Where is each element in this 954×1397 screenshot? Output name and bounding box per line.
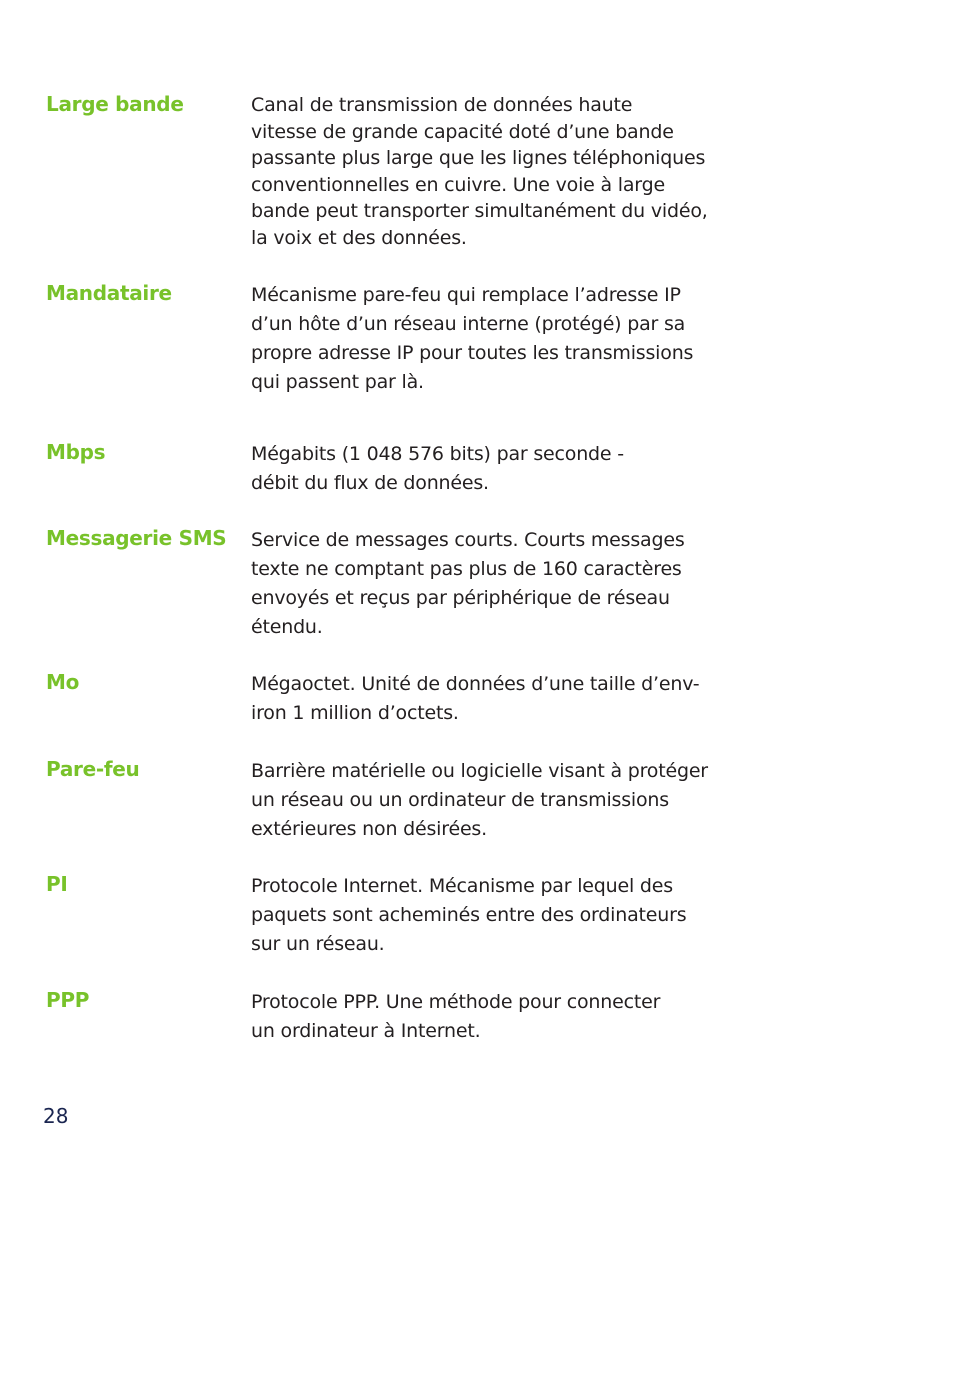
definition-line: vitesse de grande capacité doté d’une bande xyxy=(251,120,674,143)
definition-line: d’un hôte d’un réseau interne (protégé) par sa xyxy=(251,313,686,335)
definition-line: conventionnelles en cuivre. Une voie à large xyxy=(251,173,665,196)
glossary-term: PPP xyxy=(46,988,90,1012)
definition-line: un ordinateur à Internet. xyxy=(251,1020,481,1042)
glossary-term: Pare-feu xyxy=(46,757,140,781)
definition-line: texte ne comptant pas plus de 160 caractères xyxy=(251,558,682,580)
glossary-term: Mbps xyxy=(46,440,106,464)
definition-line: Canal de transmission de données haute xyxy=(251,94,633,116)
glossary-definition xyxy=(251,281,721,397)
page-number: 28 xyxy=(43,1104,69,1128)
definition-line: Protocole Internet. Mécanisme par lequel des xyxy=(251,875,673,897)
definition-line: bande peut transporter simultanément du vidéo, xyxy=(251,200,708,223)
definition-line: Protocole PPP. Une méthode pour connecter xyxy=(251,991,661,1013)
definition-line: Barrière matérielle ou logicielle visant à protéger xyxy=(251,760,708,782)
glossary-definition xyxy=(251,92,721,252)
glossary-term: Messagerie SMS xyxy=(46,526,227,550)
definition-line: Mégabits (1 048 576 bits) par seconde - xyxy=(251,443,624,465)
glossary-definition xyxy=(251,526,721,642)
definition-line: passante plus large que les lignes téléphoniques xyxy=(251,147,706,170)
glossary-definition xyxy=(251,440,721,498)
definition-line: un réseau ou un ordinateur de transmissions xyxy=(251,789,669,811)
definition-line: Mégaoctet. Unité de données d’une taille d’env- xyxy=(251,673,700,695)
definition-line: étendu. xyxy=(251,616,323,638)
definition-line: paquets sont acheminés entre des ordinateurs xyxy=(251,904,687,926)
glossary-term: Large bande xyxy=(46,92,184,116)
glossary-definition xyxy=(251,872,721,959)
glossary-definition xyxy=(251,670,721,728)
definition-line: Service de messages courts. Courts messages xyxy=(251,529,685,551)
definition-line: débit du flux de données. xyxy=(251,472,489,494)
glossary-term: PI xyxy=(46,872,68,896)
definition-line: propre adresse IP pour toutes les transmissions xyxy=(251,342,694,364)
glossary-term: Mandataire xyxy=(46,281,172,305)
definition-line: extérieures non désirées. xyxy=(251,818,487,840)
definition-line: la voix et des données. xyxy=(251,226,467,249)
glossary-definition xyxy=(251,757,721,844)
definition-line: sur un réseau. xyxy=(251,933,385,955)
definition-line: Mécanisme pare-feu qui remplace l’adresse IP xyxy=(251,284,681,306)
definition-line: envoyés et reçus par périphérique de réseau xyxy=(251,587,670,609)
definition-line: qui passent par là. xyxy=(251,371,424,393)
definition-line: iron 1 million d’octets. xyxy=(251,702,459,724)
glossary-term: Mo xyxy=(46,670,80,694)
glossary-definition xyxy=(251,988,721,1046)
